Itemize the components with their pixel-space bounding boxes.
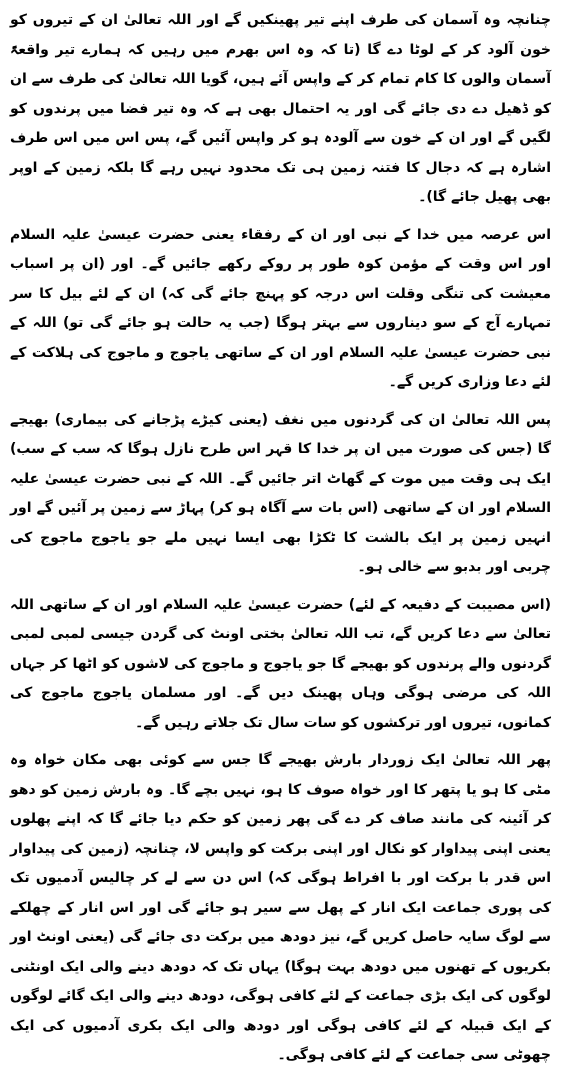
paragraph-3: پس اللہ تعالیٰ ان کی گردنوں میں نغف (یعنی کیڑے پڑجانے کی بیماری) بھیجے گا (جس کی صورت میں ان پر خدا کا قہر اس طرح نازل ہوگا کہ سب کے سب) ایک ہی وقت میں موت کے گھاٹ اتر جائیں گے۔ اللہ کے نبی حضرت عیسیٰ علیہ السلام اور ان کے ساتھی (اس بات سے آگاہ ہو کر) پہاڑ سے زمین پر آئیں گے اور انہیں زمین پر ایک بالشت کا ٹکڑا بھی ایسا نہیں ملے جو یاجوج ماجوج کی چربی اور بدبو سے خالی ہو۔: [10, 411, 551, 575]
paragraph-2: اس عرصہ میں خدا کے نبی اور ان کے رفقاء یعنی حضرت عیسیٰ علیہ السلام اور اس وقت کے مؤمن کوہ طور پر روکے رکھے جائیں گے۔ اور (ان پر اسباب معیشت کی تنگی وقلت اس درجہ کو پہنچ جائے گی کہ) ان کے لئے بیل کا سر تمہارے آج کے سو دیناروں سے بہتر ہوگا (جب یہ حالت ہو جائے گی تو) اللہ کے نبی حضرت عیسیٰ علیہ السلام اور ان کے ساتھی یاجوج و ماجوج کی ہلاکت کے لئے دعا وزاری کریں گے۔: [10, 226, 551, 390]
paragraph-1: چنانچہ وہ آسمان کی طرف اپنے تیر پھینکیں گے اور اللہ تعالیٰ ان کے تیروں کو خون آلود کر کے لوٹا دے گا (تا کہ وہ اس بھرم میں رہیں کہ ہمارے تیر واقعۃً آسمان والوں کا کام تمام کر کے واپس آئے ہیں، گویا اللہ تعالیٰ کی طرف سے ان کو ڈھیل دے دی جائے گی اور یہ احتمال بھی ہے کہ وہ تیر فضا میں پرندوں کو لگیں گے اور ان کے خون سے آلودہ ہو کر واپس آئیں گے، پس اس میں اس طرف اشارہ ہے کہ دجال کا فتنہ زمین ہی تک محدود نہیں رہے گا بلکہ زمین کے اوپر بھی پھیل جائے گا)۔: [10, 12, 551, 205]
paragraph-4: (اس مصیبت کے دفیعہ کے لئے) حضرت عیسیٰ علیہ السلام اور ان کے ساتھی اللہ تعالیٰ سے دعا کریں گے، تب اللہ تعالیٰ بختی اونٹ کی گردن جیسی لمبی لمبی گردنوں والے پرندوں کو بھیجے گا جو یاجوج و ماجوج کی لاشوں کو اٹھا کر جہاں اللہ کی مرضی ہوگی وہاں پھینک دیں گے۔ اور مسلمان یاجوج ماجوج کی کمانوں، تیروں اور ترکشوں کو سات سال تک جلاتے رہیں گے۔: [10, 596, 551, 731]
paragraph-5: پھر اللہ تعالیٰ ایک زوردار بارش بھیجے گا جس سے کوئی بھی مکان خواہ وہ مٹی کا ہو یا پتھر کا اور خواہ صوف کا ہو، نہیں بچے گا۔ وہ بارش زمین کو دھو کر آئینہ کی مانند صاف کر دے گی پھر زمین کو حکم دیا جائے گا کہ اپنے پھلوں یعنی اپنی پیداوار کو نکال اور اپنی برکت کو واپس لا، چنانچہ (زمین کی پیداوار اس قدر با برکت اور با افراط ہوگی کہ) اس دن سے لے کر چالیس آدمیوں تک کی پوری جماعت ایک انار کے پھل سے سیر ہو جائے گی اور اس انار کے چھلکے سے لوگ سایہ حاصل کریں گے، نیز دودھ میں برکت دی جائے گی (یعنی اونٹ اور بکریوں کے تھنوں میں دودھ بہت ہوگا) یہاں تک کہ دودھ دینے والی ایک اونٹنی لوگوں کی ایک بڑی جماعت کے لئے کافی ہوگی، دودھ دینے والی ایک گائے لوگوں کے ایک قبیلہ کے لئے کافی ہوگی اور دودھ والی ایک بکری آدمیوں کی ایک چھوٹی سی جماعت کے لئے کافی ہوگی۔: [10, 752, 551, 1063]
